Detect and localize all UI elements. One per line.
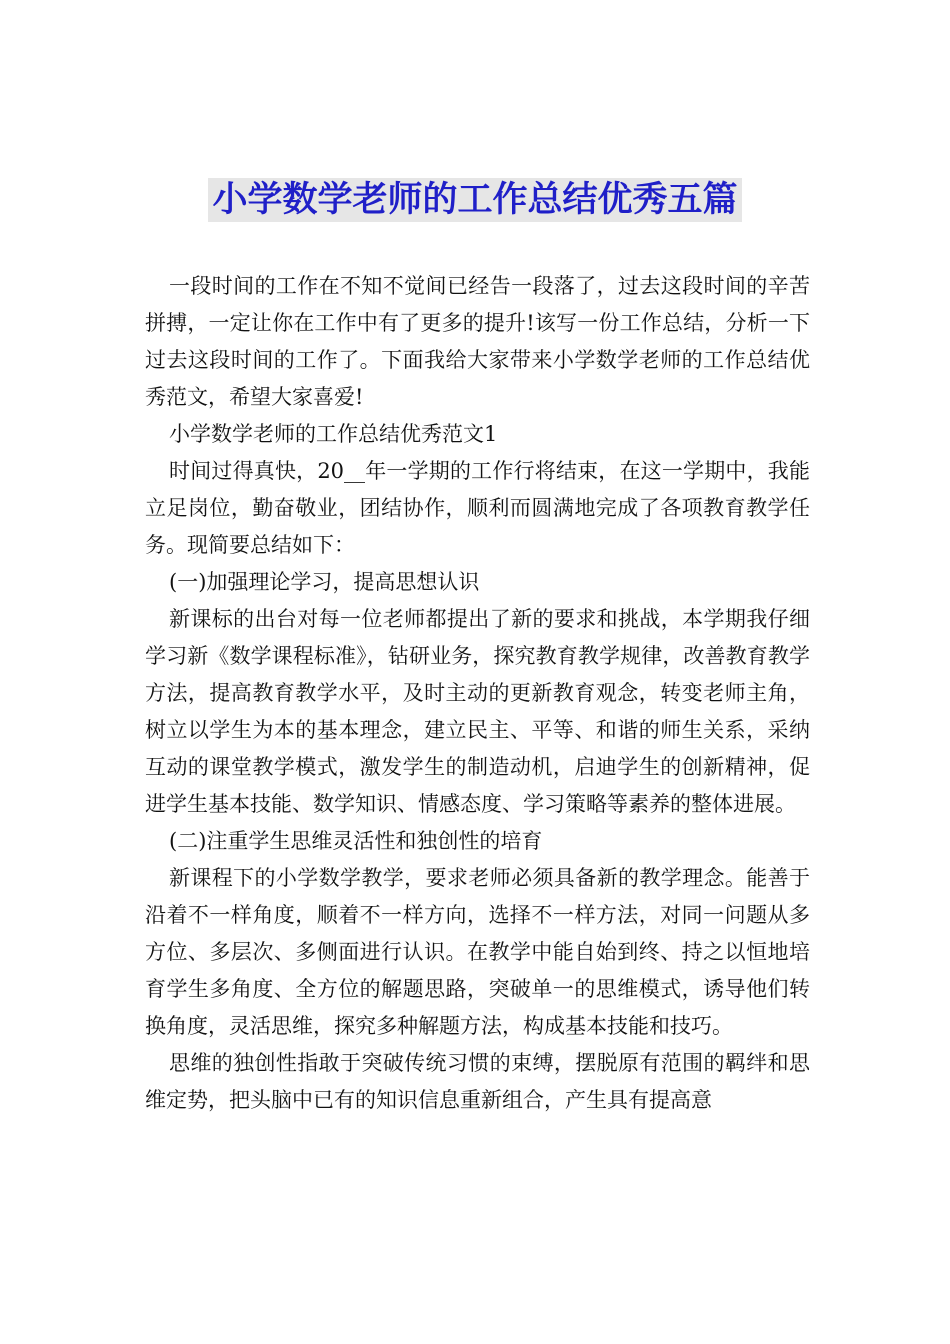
- document-body: [145, 268, 810, 1119]
- subsection-heading: (一)加强理论学习，提高思想认识: [169, 570, 480, 594]
- body-paragraph: 思维的独创性指敢于突破传统习惯的束缚，摆脱原有范围的羁绊和思维定势，把头脑中已有的知识信息重新组合，产生具有提高意: [145, 1051, 810, 1112]
- document-title: 小学数学老师的工作总结优秀五篇: [208, 178, 741, 222]
- body-paragraph: 新课标的出台对每一位老师都提出了新的要求和挑战，本学期我仔细学习新《数学课程标准》，钻研业务，探究教育教学规律，改善教育教学方法，提高教育教学水平，及时主动的更新教育观念，转变老师主角，树立以学生为本的基本理念，建立民主、平等、和谐的师生关系，采纳互动的课堂教学模式，激发学生的制造动机，启迪学生的创新精神，促进学生基本技能、数学知识、情感态度、学习策略等素养的整体进展。: [145, 607, 810, 816]
- title-container: [0, 178, 950, 222]
- section-heading: 小学数学老师的工作总结优秀范文1: [169, 422, 498, 446]
- intro-paragraph: 一段时间的工作在不知不觉间已经告一段落了，过去这段时间的辛苦拼搏，一定让你在工作中有了更多的提升!该写一份工作总结，分析一下过去这段时间的工作了。下面我给大家带来小学数学老师的工作总结优秀范文，希望大家喜爱!: [145, 274, 810, 409]
- body-paragraph: 新课程下的小学数学教学，要求老师必须具备新的教学理念。能善于沿着不一样角度，顺着不一样方向，选择不一样方法，对同一问题从多方位、多层次、多侧面进行认识。在教学中能自始到终、持之以恒地培育学生多角度、全方位的解题思路，突破单一的思维模式，诱导他们转换角度，灵活思维，探究多种解题方法，构成基本技能和技巧。: [145, 866, 810, 1038]
- subsection-heading: (二)注重学生思维灵活性和独创性的培育: [169, 829, 543, 853]
- body-paragraph: 时间过得真快，20__年一学期的工作行将结束，在这一学期中，我能立足岗位，勤奋敬业，团结协作，顺利而圆满地完成了各项教育教学任务。现简要总结如下：: [145, 459, 810, 557]
